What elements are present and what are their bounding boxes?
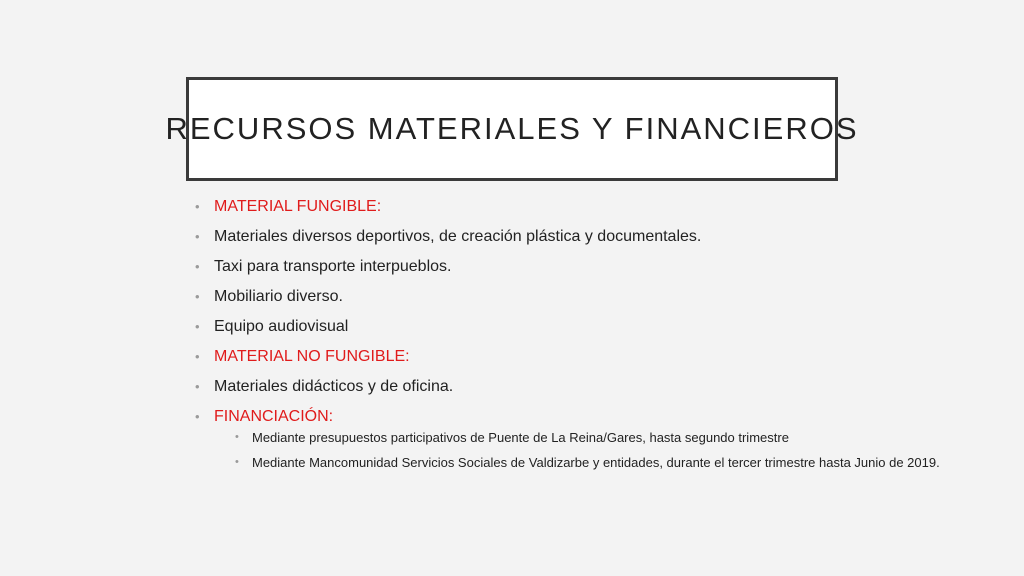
bullet-dot-icon: • bbox=[195, 229, 200, 244]
title-box bbox=[165, 77, 859, 181]
bullet-materiales-didacticos bbox=[193, 377, 873, 397]
financiacion-sub-list bbox=[214, 429, 940, 471]
bullet-dot-icon: • bbox=[195, 319, 200, 334]
bullet-list bbox=[193, 197, 940, 471]
bullet-material-no-fungible bbox=[193, 347, 873, 367]
bullet-dot-icon: • bbox=[195, 349, 200, 364]
bullet-dot-icon: • bbox=[195, 259, 200, 274]
slide-content bbox=[193, 197, 940, 481]
bullet-label: FINANCIACIÓN: bbox=[214, 408, 334, 425]
bullet-label: Materiales diversos deportivos, de creación plástica y documentales. bbox=[214, 228, 702, 245]
bullet-material-fungible bbox=[193, 197, 873, 217]
bullet-equipo-audiovisual bbox=[193, 317, 873, 337]
bullet-label: Equipo audiovisual bbox=[214, 318, 349, 335]
bullet-taxi bbox=[193, 257, 873, 277]
bullet-mobiliario bbox=[193, 287, 873, 307]
bullet-dot-icon: • bbox=[195, 199, 200, 214]
sub-bullet-mancomunidad bbox=[214, 454, 940, 471]
sub-bullet-label: Mediante presupuestos participativos de Puente de La Reina/Gares, hasta segundo trimestre bbox=[252, 430, 789, 445]
bullet-label: Materiales didácticos y de oficina. bbox=[214, 378, 454, 395]
slide-title: RECURSOS MATERIALES Y FINANCIEROS bbox=[165, 111, 859, 146]
bullet-financiacion bbox=[193, 407, 940, 471]
bullet-label: Mobiliario diverso. bbox=[214, 288, 343, 305]
sub-bullet-dot-icon: • bbox=[235, 431, 239, 443]
bullet-label: MATERIAL FUNGIBLE: bbox=[214, 198, 382, 215]
bullet-materiales-diversos bbox=[193, 227, 873, 247]
bullet-dot-icon: • bbox=[195, 289, 200, 304]
sub-bullet-dot-icon: • bbox=[235, 456, 239, 468]
bullet-label: MATERIAL NO FUNGIBLE: bbox=[214, 348, 410, 365]
bullet-label: Taxi para transporte interpueblos. bbox=[214, 258, 452, 275]
sub-bullet-label: Mediante Mancomunidad Servicios Sociales de Valdizarbe y entidades, durante el tercer trimestre hasta Junio de 2019. bbox=[252, 455, 940, 470]
bullet-dot-icon: • bbox=[195, 379, 200, 394]
bullet-dot-icon: • bbox=[195, 409, 200, 424]
sub-bullet-presupuestos bbox=[214, 429, 852, 446]
